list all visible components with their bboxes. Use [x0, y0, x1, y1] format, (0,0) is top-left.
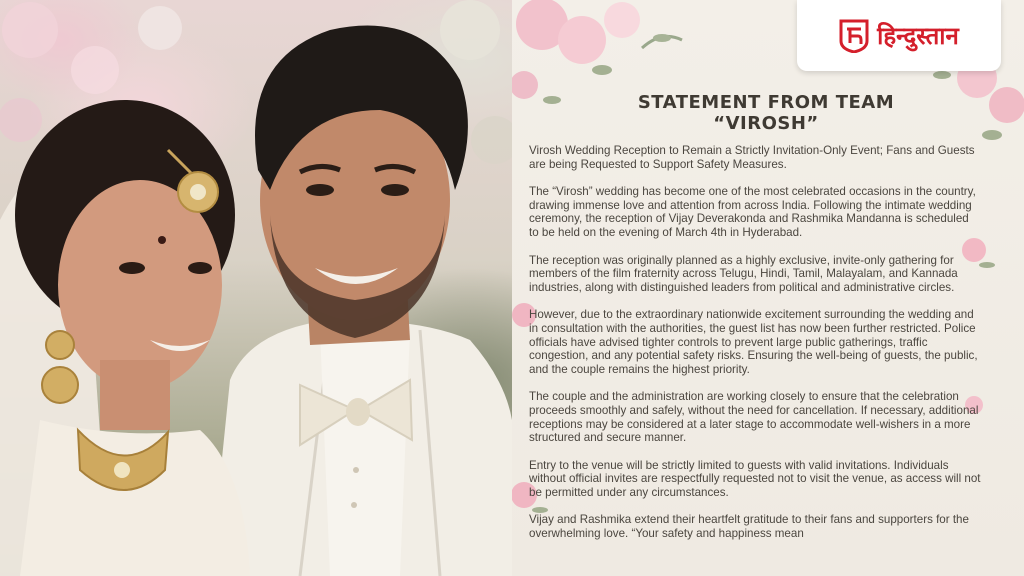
statement-paragraph: Entry to the venue will be strictly limited to guests with valid invitations. Individuals without official invites are respectfully requested not to visit the venue, as access will not be permitted under any circumstances. [529, 458, 981, 499]
statement-document [512, 0, 1024, 576]
statement-paragraph: The couple and the administration are working closely to ensure that the celebration proceeds smoothly and safely, without the need for cancellation. If necessary, additional receptions may be considered at a later stage to accommodate well-wishers in a more structured and secure manner. [529, 390, 979, 445]
brand-name: हिन्दुस्तान [877, 22, 959, 50]
statement-title: STATEMENT FROM TEAM “VIROSH” [637, 92, 895, 134]
statement-paragraph: However, due to the extraordinary nationwide excitement surrounding the wedding and in consultation with the authorities, the guest list has now been further restricted. Police officials have advised tighter controls to prevent large public gatherings, traffic congestion, and any potential safety risks. Ensuring the well-being of guests, the public, and the couple remains the highest priority. [529, 308, 978, 376]
brand-badge[interactable] [797, 0, 1001, 71]
statement-paragraph: Vijay and Rashmika extend their heartfelt gratitude to their fans and supporters for the overwhelming love. “Your safety and happiness mean [529, 513, 969, 541]
statement-paragraph: The “Virosh” wedding has become one of the most celebrated occasions in the country, drawing immense love and attention from across India. Following the intimate wedding ceremony, the reception of Vijay Deverakonda and Rashmika Mandanna is scheduled to be held on the evening of March 4th in Hyderabad. [529, 185, 976, 239]
brand-logo-icon [839, 19, 869, 53]
statement-paragraph: Virosh Wedding Reception to Remain a Strictly Invitation-Only Event; Fans and Guests are being Requested to Support Safety Measures. [529, 144, 975, 171]
statement-paragraph: The reception was originally planned as a highly exclusive, invite-only gathering for members of the film fraternity across Telugu, Hindi, Tamil, Malayalam, and Kannada industries, along with distinguished leaders from political and administrative circles. [529, 253, 958, 294]
statement-body [529, 144, 981, 555]
